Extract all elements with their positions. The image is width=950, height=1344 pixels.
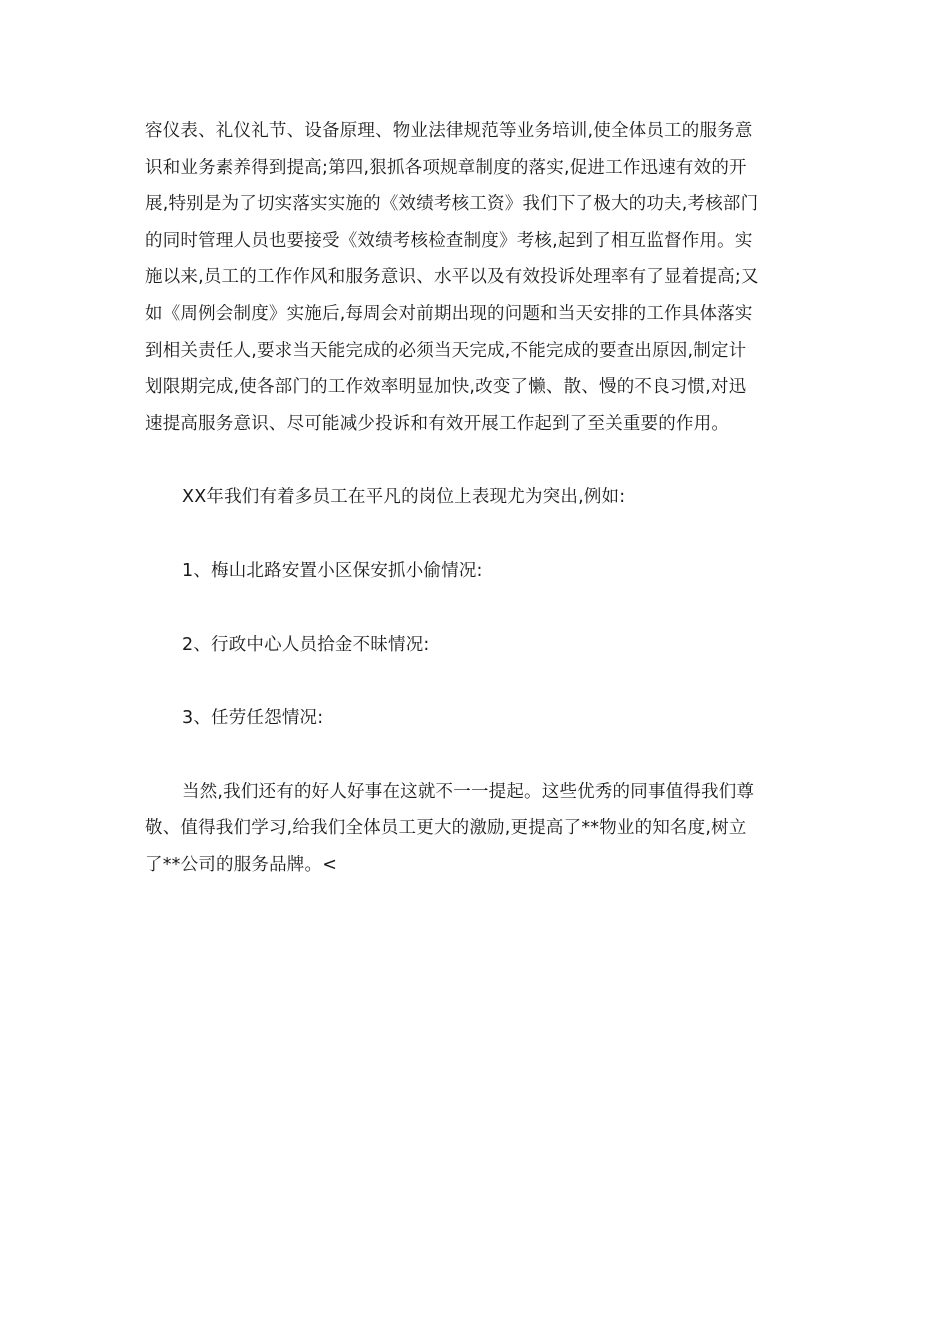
text-line: 敬、值得我们学习,给我们全体员工更大的激励,更提高了**物业的知名度,树立 xyxy=(145,818,747,839)
text-line: 了**公司的服务品牌。< xyxy=(145,854,338,875)
text-line: 划限期完成,使各部门的工作效率明显加快,改变了懒、散、慢的不良习惯,对迅 xyxy=(145,377,747,398)
text-line: 展,特别是为了切实落实实施的《效绩考核工资》我们下了极大的功夫,考核部门 xyxy=(145,194,759,215)
paragraph-training-and-rules xyxy=(145,113,805,442)
text-line: 3、任劳任怨情况: xyxy=(182,708,324,729)
text-line: 2、行政中心人员拾金不昧情况: xyxy=(182,634,430,655)
text-line: 识和业务素养得到提高;第四,狠抓各项规章制度的落实,促进工作迅速有效的开 xyxy=(145,157,747,178)
document-body xyxy=(145,113,805,884)
list-item-1 xyxy=(145,553,805,590)
text-line: 如《周例会制度》实施后,每周会对前期出现的问题和当天安排的工作具体落实 xyxy=(145,303,753,324)
text-line: 速提高服务意识、尽可能减少投诉和有效开展工作起到了至关重要的作用。 xyxy=(145,413,730,434)
text-line: 1、梅山北路安置小区保安抓小偷情况: xyxy=(182,560,483,581)
paragraph-outstanding-staff xyxy=(145,479,805,516)
text-line: 的同时管理人员也要接受《效绩考核检查制度》考核,起到了相互监督作用。实 xyxy=(145,230,753,251)
list-item-3 xyxy=(145,700,805,737)
text-line: 到相关责任人,要求当天能完成的必须当天完成,不能完成的要查出原因,制定计 xyxy=(145,340,747,361)
text-line: 容仪表、礼仪礼节、设备原理、物业法律规范等业务培训,使全体员工的服务意 xyxy=(145,121,753,141)
paragraph-good-deeds xyxy=(145,774,805,884)
text-line: XX年我们有着多员工在平凡的岗位上表现尤为突出,例如: xyxy=(182,487,626,508)
text-line: 施以来,员工的工作作风和服务意识、水平以及有效投诉处理率有了显着提高;又 xyxy=(145,267,759,288)
text-line: 当然,我们还有的好人好事在这就不一一提起。这些优秀的同事值得我们尊 xyxy=(182,781,755,802)
list-item-2 xyxy=(145,627,805,664)
